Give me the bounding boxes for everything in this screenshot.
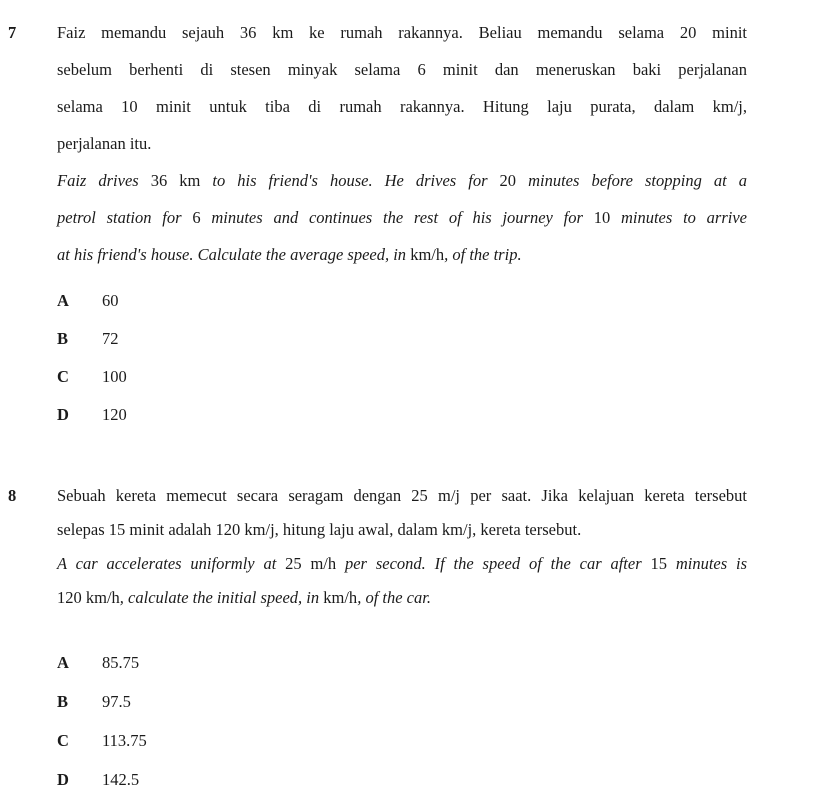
italic-text-segment: minutes to arrive — [620, 208, 748, 227]
malay-line: Faiz memandu sejauh 36 km ke rumah rakannya. Beliau memandu selama 20 minit — [57, 23, 747, 42]
option-value: 113.75 — [102, 731, 147, 750]
question-7 — [0, 14, 834, 434]
question-text-malay — [57, 479, 747, 547]
malay-line: selepas 15 minit adalah 120 km/j, hitung laju awal, dalam km/j, kereta tersebut. — [57, 520, 582, 539]
question-number: 8 — [8, 486, 17, 505]
option-letter: A — [57, 291, 69, 310]
option-value: 142.5 — [102, 770, 140, 789]
italic-text-segment: , of the car. — [357, 588, 431, 607]
option-letter: D — [57, 405, 69, 424]
italic-text-segment: , calculate the initial speed, in — [119, 588, 324, 607]
english-line — [57, 581, 747, 615]
upright-text-segment: 120 km/h — [57, 588, 120, 607]
options-list — [57, 643, 834, 799]
upright-text-segment: km/h — [323, 588, 358, 607]
question-text-english — [57, 162, 747, 273]
option-value: 60 — [102, 291, 119, 310]
malay-line: selama 10 minit untuk tiba di rumah rakannya. Hitung laju purata, dalam km/j, — [57, 97, 747, 116]
italic-text-segment: minutes is — [675, 554, 747, 573]
malay-line: perjalanan itu. — [57, 134, 152, 153]
italic-text-segment: to his friend's house. He drives for — [212, 171, 500, 190]
italic-text-segment: Faiz drives — [57, 171, 151, 190]
option-value: 100 — [102, 367, 127, 386]
italic-text-segment: , of the trip. — [444, 245, 522, 264]
upright-text-segment: 25 m/h — [285, 554, 345, 573]
question-number: 7 — [8, 23, 17, 42]
italic-text-segment: A car accelerates uniformly at — [57, 554, 286, 573]
upright-text-segment: km/h — [410, 245, 445, 264]
upright-text-segment: 6 — [192, 208, 212, 227]
italic-text-segment: petrol station for — [57, 208, 193, 227]
english-line — [57, 199, 747, 236]
option-letter: D — [57, 770, 69, 789]
option-letter: C — [57, 731, 69, 750]
option-row — [57, 320, 834, 358]
option-value: 72 — [102, 329, 119, 348]
option-letter: C — [57, 367, 69, 386]
question-8 — [0, 479, 834, 799]
upright-text-segment: 20 — [499, 171, 529, 190]
malay-line: sebelum berhenti di stesen minyak selama 6 minit dan meneruskan baki perjalanan — [57, 60, 747, 79]
option-value: 85.75 — [102, 653, 140, 672]
option-value: 97.5 — [102, 692, 131, 711]
upright-text-segment: 15 — [650, 554, 676, 573]
option-row — [57, 643, 834, 682]
malay-line: Sebuah kereta memecut secara seragam dengan 25 m/j per saat. Jika kelajuan kereta tersebut — [57, 486, 747, 505]
question-text-malay — [57, 14, 747, 162]
italic-text-segment: minutes and continues the rest of his journey for — [211, 208, 594, 227]
option-value: 120 — [102, 405, 127, 424]
option-row — [57, 721, 834, 760]
options-list — [57, 282, 834, 434]
italic-text-segment: at his friend's house. Calculate the average speed, in — [57, 245, 411, 264]
english-line — [57, 162, 747, 199]
upright-text-segment: 36 km — [150, 171, 213, 190]
italic-text-segment: per second. If the speed of the car after — [344, 554, 651, 573]
english-line — [57, 547, 747, 581]
option-letter: B — [57, 692, 69, 711]
english-line — [57, 236, 747, 273]
option-row — [57, 358, 834, 396]
option-letter: A — [57, 653, 69, 672]
italic-text-segment: minutes before stopping at a — [528, 171, 748, 190]
option-row — [57, 760, 834, 799]
option-row — [57, 682, 834, 721]
option-row — [57, 396, 834, 434]
option-row — [57, 282, 834, 320]
question-text-english — [57, 547, 747, 615]
upright-text-segment: 10 — [593, 208, 621, 227]
option-letter: B — [57, 329, 69, 348]
